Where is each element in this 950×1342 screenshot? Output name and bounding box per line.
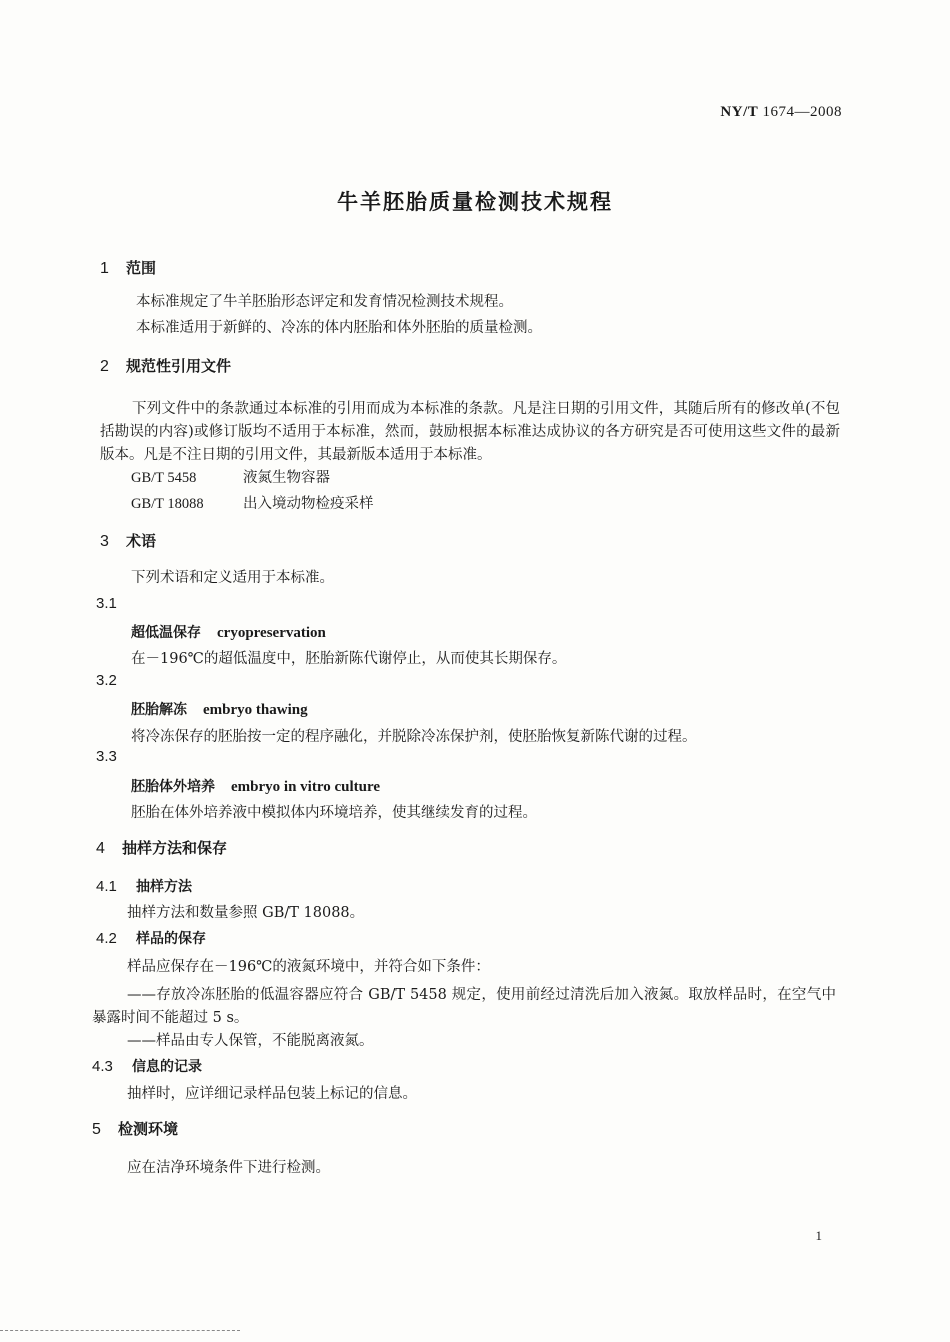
subsection-4-1-text: 抽样方法和数量参照 GB/T 18088。 xyxy=(127,905,365,921)
subsection-4-1-heading: 4.1 抽样方法 xyxy=(96,878,192,895)
subsection-4-3-heading: 4.3 信息的记录 xyxy=(92,1058,202,1075)
subsection-4-2-item-1: ——存放冷冻胚胎的低温容器应符合 GB/T 5458 规定，使用前经过清洗后加入液氮。取放样品时，在空气中暴露时间不能超过 5 s。 xyxy=(92,987,836,1026)
bottom-divider xyxy=(0,1330,240,1331)
subsection-4-3-text: 抽样时，应详细记录样品包装上标记的信息。 xyxy=(127,1086,417,1102)
section-3-heading: 3 术语 xyxy=(100,532,157,550)
subsection-4-2-intro: 样品应保存在－196℃的液氮环境中，并符合如下条件： xyxy=(127,959,490,975)
section-4-heading: 4 抽样方法和保存 xyxy=(96,839,228,857)
section-1-para-2: 本标准适用于新鲜的、冷冻的体内胚胎和体外胚胎的质量检测。 xyxy=(136,320,542,336)
section-3-intro: 下列术语和定义适用于本标准。 xyxy=(131,570,334,586)
section-5-heading: 5 检测环境 xyxy=(92,1120,179,1138)
term-3-2-title: 胚胎解冻 embryo thawing xyxy=(131,702,308,718)
section-5-text: 应在洁净环境条件下进行检测。 xyxy=(127,1160,330,1176)
page-number: 1 xyxy=(815,1228,822,1243)
term-3-2-definition: 将冷冻保存的胚胎按一定的程序融化，并脱除冷冻保护剂，使胚胎恢复新陈代谢的过程。 xyxy=(131,729,697,745)
section-1-para-1: 本标准规定了牛羊胚胎形态评定和发育情况检测技术规程。 xyxy=(136,294,513,310)
term-3-3-number: 3.3 xyxy=(96,748,117,765)
term-3-1-title: 超低温保存 cryopreservation xyxy=(131,625,326,641)
document-title: 牛羊胚胎质量检测技术规程 xyxy=(337,190,613,214)
section-2-paragraph: 下列文件中的条款通过本标准的引用而成为本标准的条款。凡是注日期的引用文件，其随后所有的修改单(不包括勘误的内容)或修订版均不适用于本标准，然而，鼓励根据本标准达成协议的各方研究是否可使用这些文件的最新版本。凡是不注日期的引用文件，其最新版本适用于本标准。 xyxy=(100,401,840,463)
reference-2: GB/T 18088 出入境动物检疫采样 xyxy=(131,496,374,512)
reference-1: GB/T 5458 液氮生物容器 xyxy=(131,470,330,486)
term-3-3-definition: 胚胎在体外培养液中模拟体内环境培养，使其继续发育的过程。 xyxy=(131,805,537,821)
standard-number: NY/T 1674—2008 xyxy=(720,104,842,120)
term-3-1-definition: 在－196℃的超低温度中，胚胎新陈代谢停止，从而使其长期保存。 xyxy=(131,651,567,667)
section-1-heading: 1 范围 xyxy=(100,259,157,277)
subsection-4-2-item-2: ——样品由专人保管，不能脱离液氮。 xyxy=(127,1033,374,1049)
section-2-heading: 2 规范性引用文件 xyxy=(100,357,232,375)
term-3-1-number: 3.1 xyxy=(96,595,117,612)
term-3-3-title: 胚胎体外培养 embryo in vitro culture xyxy=(131,779,381,795)
subsection-4-2-heading: 4.2 样品的保存 xyxy=(96,930,206,947)
term-3-2-number: 3.2 xyxy=(96,672,117,689)
